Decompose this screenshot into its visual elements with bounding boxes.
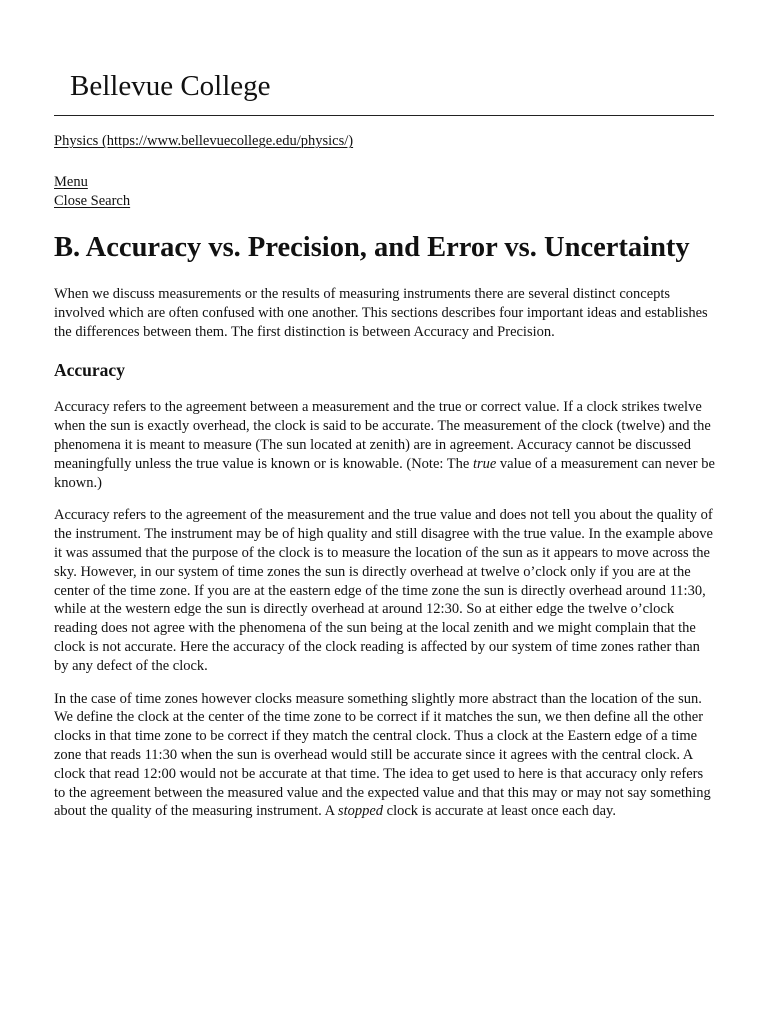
section-heading-accuracy: Accuracy	[54, 360, 125, 381]
accuracy-paragraph-1	[54, 398, 716, 492]
paragraph-text: Accuracy refers to the agreement between a measurement and the true or correct value. If a clock strikes twelve when the sun is exactly overhead, the clock is said to be accurate. The measurement of the clock (twelve) and the phenomena it is meant to measure (The sun located at zenith) are in agreement. Accuracy cannot be discussed meaningfully unless the true value is known or is knowable. (Note: The	[54, 399, 711, 472]
emphasis-text: stopped	[337, 803, 384, 820]
menu-link[interactable]: Menu	[54, 174, 88, 190]
breadcrumb	[54, 131, 353, 151]
emphasis-text: true	[472, 455, 497, 472]
site-header	[54, 66, 714, 116]
accuracy-paragraph-2: Accuracy refers to the agreement of the measurement and the true value and does not tell you about the quality of the instrument. The instrument may be of high quality and still disagree with the true value. In the example above it was assumed that the purpose of the clock is to measure the location of the sun as it appears to move across the sky. However, in our system of time zones the sun is directly overhead at twelve o’clock only if you are at the center of the time zone. If you are at the eastern edge of the time zone the sun is directly overhead around 11:30, while at the western edge the sun is directly overhead at around 12:30. So at either edge the twelve o’clock reading does not agree with the phenomena of the sun being at the local zenith and we might complain that the clock is not accurate. Here the accuracy of the clock reading is affected by our system of time zones rather than by any defect of the clock.	[54, 507, 713, 674]
site-nav	[54, 173, 130, 210]
close-search-link[interactable]: Close Search	[54, 192, 131, 209]
paragraph-text: value of a measurement can never be known.)	[54, 455, 715, 491]
site-title: Bellevue College	[70, 70, 271, 102]
paragraph-text: clock is accurate at least once each day.	[383, 803, 616, 820]
paragraph-text: In the case of time zones however clocks measure something slightly more abstract than the location of the sun. We define the clock at the center of the time zone to be correct if it matches the sun, we then define all the other clocks in that time zone to be correct if they match the central clock. Thus a clock at the Eastern edge of a time zone that reads 11:30 when the sun is overhead would still be accurate since it agrees with the central clock. A clock that read 12:00 would not be accurate at that time. The idea to get used to here is that accuracy only refers to the agreement between the measured value and the expected value and that this may or may not say something about the quality of the measuring instrument. A	[54, 690, 711, 820]
article-content	[54, 230, 716, 821]
breadcrumb-physics-link[interactable]: Physics (https://www.bellevuecollege.edu/physics/)	[54, 133, 354, 149]
intro-paragraph: When we discuss measurements or the results of measuring instruments there are several distinct concepts involved which are often confused with one another. This sections describes four important ideas and establishes the differences between them. The first distinction is between Accuracy and Precision.	[54, 286, 708, 340]
page-title: B. Accuracy vs. Precision, and Error vs. Uncertainty	[54, 232, 690, 263]
header-divider	[54, 115, 714, 116]
accuracy-paragraph-3	[54, 690, 716, 822]
